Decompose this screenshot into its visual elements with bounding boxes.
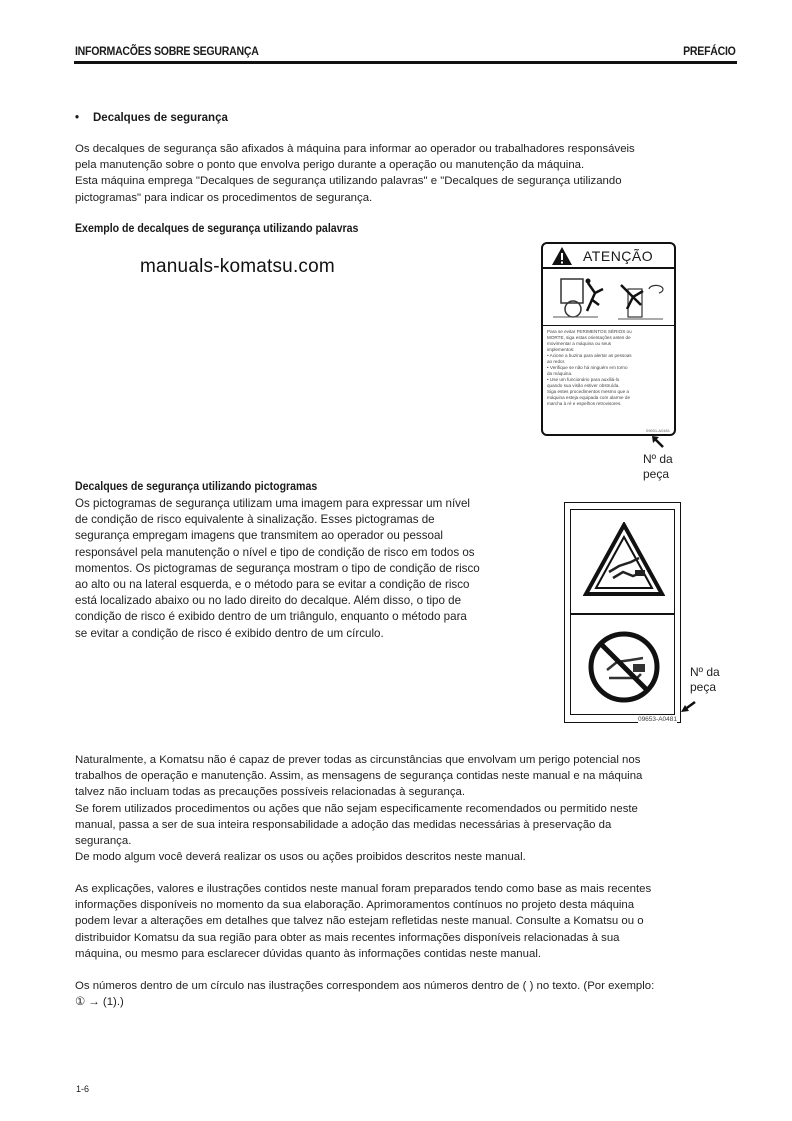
- machine-crush-icon: [543, 269, 673, 325]
- page-number: 1-6: [76, 1084, 90, 1094]
- hazard-triangle-icon: [583, 522, 665, 598]
- watermark: manuals-komatsu.com: [140, 256, 335, 277]
- decal-divider: [571, 613, 674, 615]
- numbering-note-paragraph: Os números dentro de um círculo nas ilustrações correspondem aos números dentro de ( ) no texto. (Por exemplo: ① → (1).): [75, 980, 655, 1009]
- decal-code: 09651-A0481: [645, 428, 670, 433]
- decal-title-bar: [543, 244, 674, 269]
- decal-illustration: [543, 269, 674, 326]
- decal-body-text: Para se evitar FERIMENTOS SÉRIOS ou MORTE, siga estas orientações antes de movimentar a máquina ou seus implementos: • Acione a buzina para alertar as pessoas ao redor. • Verifique se não há ninguém em torno da máquina. • Use um funcionário para auxiliá-lo quando sua visão estiver obstruída. Siga estes procedimentos mesmo que a máquina esteja equipada com alarme de marcha à ré e espelhos retrovisores.: [547, 329, 632, 406]
- part-number-label: Nº da peça: [643, 452, 673, 481]
- pictogram-safety-decal: [564, 502, 681, 723]
- disclaimer-paragraph: Naturalmente, a Komatsu não é capaz de prever todas as circunstâncias que envolvam um perigo potencial nos trabalhos de operação e manutenção. Assim, as mensagens de segurança contidas neste manual e na máquina talvez não incluam todas as precauções possíveis relacionadas à segurança. Se forem utilizados procedimentos ou ações que não sejam especificamente recomendados ou permitido neste manual, passa a ser de sua inteira responsabilidade a adoção das medidas necessárias à preservação da segurança. De modo algum você deverá realizar os usos ou ações proibidos descritos neste manual.: [75, 754, 643, 864]
- section-title: INFORMACÕES SOBRE SEGURANÇA: [75, 44, 259, 58]
- word-safety-decal: [541, 242, 676, 436]
- chapter-title: PREFÁCIO: [683, 44, 736, 58]
- pictogram-paragraph: Os pictogramas de segurança utilizam uma imagem para expressar um nível de condição de risco equivalente à sinalização. Esses pictogramas de segurança empregam imagens que transmitem ao operador ou pessoal responsável pela manutenção o nível e tipo de condição de risco em todos os momentos. Os pictogramas de segurança mostram o tipo de condição de risco ao alto ou na lateral esquerda, e o método para se evitar a condição de risco está localizado abaixo ou no lado direito do decalque. Além disso, o tipo de condição de risco é exibido dentro de um triângulo, enquanto o método para se evitar a condição de risco é exibido dentro de um círculo.: [75, 497, 480, 640]
- warning-triangle-icon: [551, 246, 573, 266]
- decal-title: ATENÇÃO: [583, 247, 654, 264]
- pictogram-decal-heading: Decalques de segurança utilizando pictogramas: [75, 481, 318, 493]
- intro-paragraph: Os decalques de segurança são afixados à máquina para informar ao operador ou trabalhadores responsáveis pela manutenção sobre o ponto que envolva perigo durante a operação ou manutenção da máquina. Esta máquina emprega "Decalques de segurança utilizando palavras" e "Decalques de segurança utilizando pictogramas" para indicar os procedimentos de segurança.: [75, 143, 635, 204]
- decal-code: 09653-A0481: [637, 716, 677, 723]
- arrow-pointer-icon: [680, 700, 696, 714]
- part-number-label: Nº da peça: [690, 665, 720, 694]
- prohibition-circle-icon: [587, 630, 661, 704]
- updates-paragraph: As explicações, valores e ilustrações contidos neste manual foram preparados tendo como base as mais recentes informações disponíveis no momento da sua elaboração. Aprimoramentos contínuos no projeto desta máquina podem levar a alterações em detalhes que talvez não estejam refletidas neste manual. Consulte a Komatsu ou o distribuidor Komatsu da sua região para obter as mais recentes informações disponíveis relacionadas à sua máquina, ou mesmo para esclarecer dúvidas quanto às informações contidas neste manual.: [75, 883, 652, 960]
- arrow-pointer-icon: [650, 434, 666, 450]
- section-heading: [75, 112, 228, 124]
- word-decal-heading: Exemplo de decalques de segurança utilizando palavras: [75, 223, 359, 235]
- header-rule: [74, 61, 737, 64]
- section-heading-text: Decalques de segurança: [93, 112, 228, 124]
- bullet-icon: •: [75, 112, 80, 124]
